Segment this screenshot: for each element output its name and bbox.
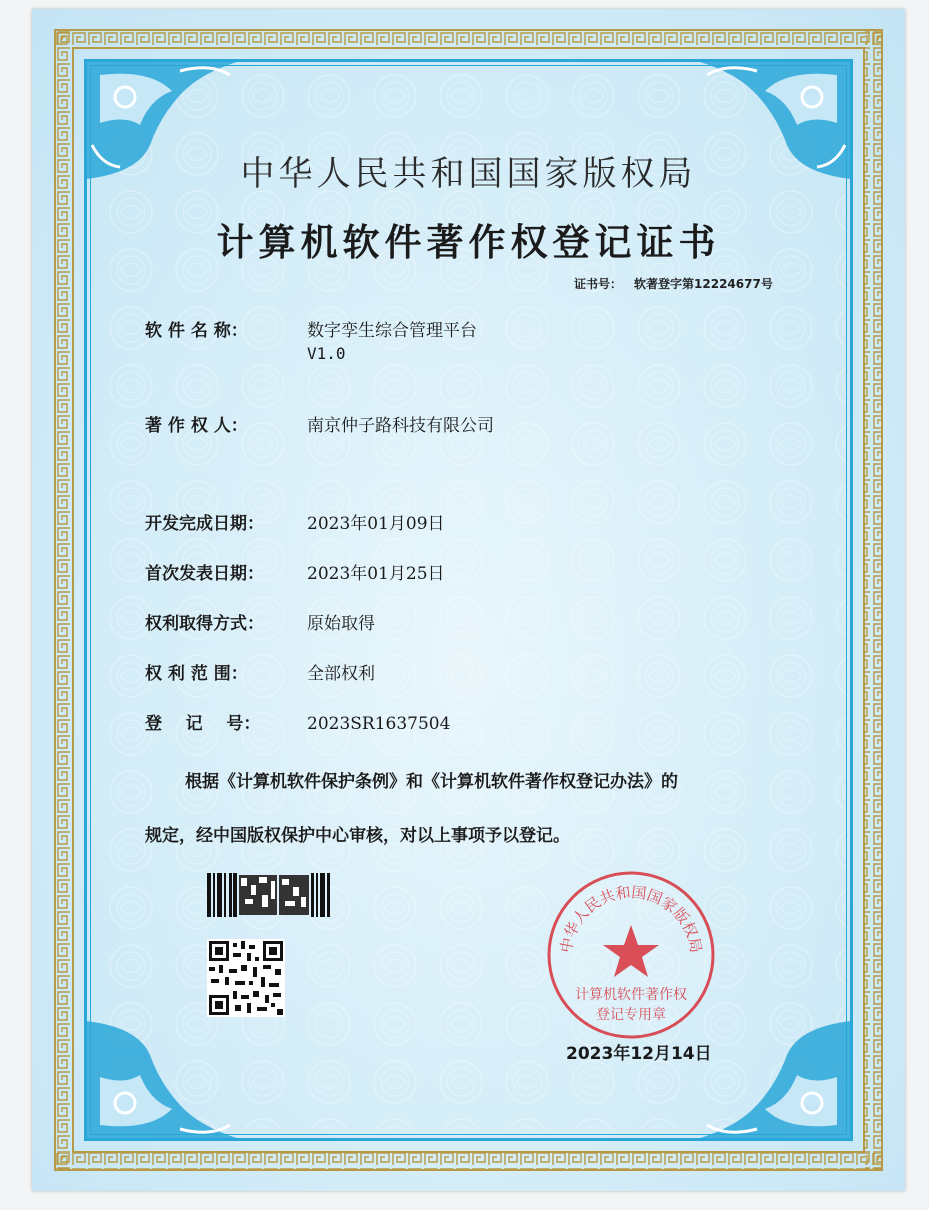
official-seal [545,869,717,1041]
acquire-label: 权利取得方式： [145,614,264,634]
seal-ring-text: 中华人民共和国国家版权局 [556,883,706,955]
issuer-title: 中华人民共和国国家版权局 [240,154,697,194]
seal-line-1: 计算机软件著作权 [575,987,687,1003]
software-version: V1.0 [307,344,346,363]
registration-value: 2023SR1637504 [307,714,451,734]
certificate-title: 计算机软件著作权登记证书 [216,221,721,264]
field-scope [145,659,375,684]
owner-value: 南京仲子路科技有限公司 [307,416,494,436]
certificate-number-label: 证书号： [574,277,623,291]
dev-date-value: 2023年01月09日 [307,514,445,534]
barcode [207,873,332,917]
field-software-name [145,316,477,341]
acquire-value: 原始取得 [307,614,375,634]
pub-date-label: 首次发表日期： [145,564,264,584]
owner-label: 著 作 权 人： [145,416,248,436]
field-acquire [145,609,375,634]
issue-date: 2023年12月14日 [566,1044,712,1064]
field-dev-date [145,509,445,534]
certificate-page [32,9,905,1191]
seal-line-2: 登记专用章 [596,1007,666,1023]
field-owner [145,411,494,436]
field-pub-date [145,559,445,584]
registration-label: 登 记 号： [145,714,261,734]
dev-date-label: 开发完成日期： [145,514,264,534]
corner-ornament-bottom-left [80,1015,250,1145]
pub-date-value: 2023年01月25日 [307,564,445,584]
software-name-value: 数字孪生综合管理平台 [307,321,477,341]
statement-line-1: 根据《计算机软件保护条例》和《计算机软件著作权登记办法》的 [185,772,678,792]
certificate-number-value: 软著登字第12224677号 [634,277,773,291]
software-name-label: 软 件 名 称： [145,321,248,341]
field-registration [145,709,450,734]
scope-label: 权 利 范 围： [145,664,248,684]
certificate-number [574,275,785,292]
scope-value: 全部权利 [307,664,375,684]
qr-code [207,939,285,1017]
statement-line-2: 规定，经中国版权保护中心审核，对以上事项予以登记。 [145,826,570,846]
